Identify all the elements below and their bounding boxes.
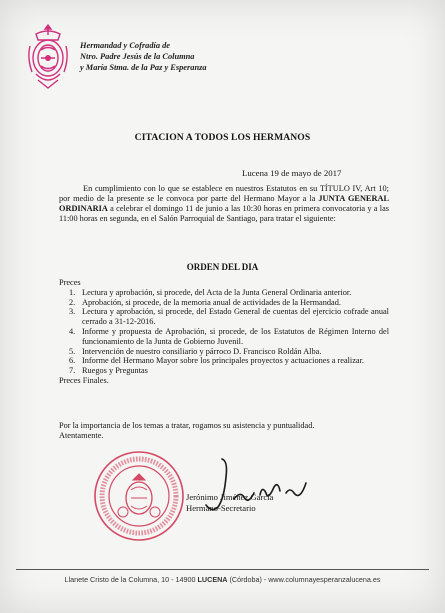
- agenda-title: ORDEN DEL DIA: [186, 262, 259, 272]
- agenda-item-text: Lectura y aprobación, si procede, del Estado General de cuentas del ejercicio cofrade anual cerrado a 31-12-2016.: [82, 307, 389, 327]
- agenda-item: [59, 347, 389, 357]
- agenda-item-text: Aprobación, si procede, de la memoria anual de actividades de la Hermandad.: [82, 297, 341, 307]
- agenda-item-text: Intervención de nuestro consiliario y párroco D. Francisco Roldán Alba.: [82, 346, 322, 356]
- closing-salutation: Atentamente.: [59, 431, 104, 440]
- closing-request: Por la importancia de los temas a tratar, rogamos su asistencia y puntualidad.: [59, 421, 315, 430]
- footer-divider: [16, 569, 429, 570]
- agenda: [59, 278, 389, 386]
- agenda-item-number: 6.: [69, 356, 76, 366]
- brotherhood-line: y María Stma. de la Paz y Esperanza: [80, 63, 207, 72]
- agenda-item-number: 3.: [69, 307, 76, 317]
- signer-block: [186, 492, 273, 514]
- agenda-item-text: Ruegos y Preguntas: [82, 366, 148, 376]
- agenda-item: [59, 366, 389, 376]
- agenda-item-number: 5.: [69, 346, 76, 356]
- footer-website: (Córdoba) - www.columnayesperanzalucena.es: [227, 575, 381, 584]
- footer-address: [0, 575, 445, 584]
- footer-street: Llanete Cristo de la Columna, 10 - 14900: [64, 575, 198, 584]
- handwritten-signature: [200, 455, 310, 525]
- agenda-item-number: 7.: [69, 366, 76, 376]
- agenda-item-text: Lectura y aprobación, si procede, del Acta de la Junta General Ordinaria anterior.: [82, 287, 352, 297]
- agenda-item-number: 4.: [69, 326, 76, 336]
- intro-text: En cumplimiento con lo que se establece en nuestros Estatutos en su TÍTULO IV, Art 10; por medio de la presente se le convoca por parte del Hermano Mayor a la: [59, 184, 389, 204]
- agenda-opening: Preces: [59, 278, 81, 287]
- agenda-list: [59, 288, 389, 376]
- brotherhood-line: Ntro. Padre Jesús de la Columna: [80, 52, 195, 61]
- agenda-item: [59, 298, 389, 308]
- footer-city: LUCENA: [197, 575, 228, 584]
- agenda-item-text: Informe del Hermano Mayor sobre los principales proyectos y actuaciones a realizar.: [82, 356, 364, 366]
- agenda-item: [59, 288, 389, 298]
- brotherhood-crest-icon: [26, 22, 70, 92]
- agenda-item-number: 1.: [69, 287, 76, 297]
- signer-name: Jerónimo Jiménez García: [186, 492, 274, 502]
- signer-role: Hermano-Secretario: [186, 503, 256, 513]
- agenda-item: [59, 307, 389, 327]
- intro-paragraph: [59, 184, 389, 224]
- agenda-closing: Preces Finales.: [59, 375, 109, 385]
- brotherhood-seal-stamp: [93, 450, 185, 542]
- agenda-item: [59, 356, 389, 366]
- document-title: CITACION A TODOS LOS HERMANOS: [134, 132, 311, 143]
- meeting-name: JUNTA GENERAL ORDINARIA: [59, 194, 389, 214]
- brotherhood-line: Hermandad y Cofradía de: [80, 41, 171, 50]
- agenda-item-text: Informe y propuesta de Aprobación, si procede, de los Estatutos de Régimen Interno del funcionamiento de la Junta de Gobierno Juvenil.: [82, 326, 389, 346]
- document-date: Lucena 19 de mayo de 2017: [242, 168, 342, 178]
- brotherhood-name: [80, 40, 250, 73]
- agenda-item: [59, 327, 389, 347]
- agenda-item-number: 2.: [69, 297, 76, 307]
- intro-text-continued: a celebrar el domingo 11 de junio a las 10:30 horas en primera convocatoria y a las 11:00 horas en segunda, en el Salón Parroquial de Santiago, para tratar el siguiente:: [59, 204, 389, 224]
- closing-paragraph: [59, 421, 389, 441]
